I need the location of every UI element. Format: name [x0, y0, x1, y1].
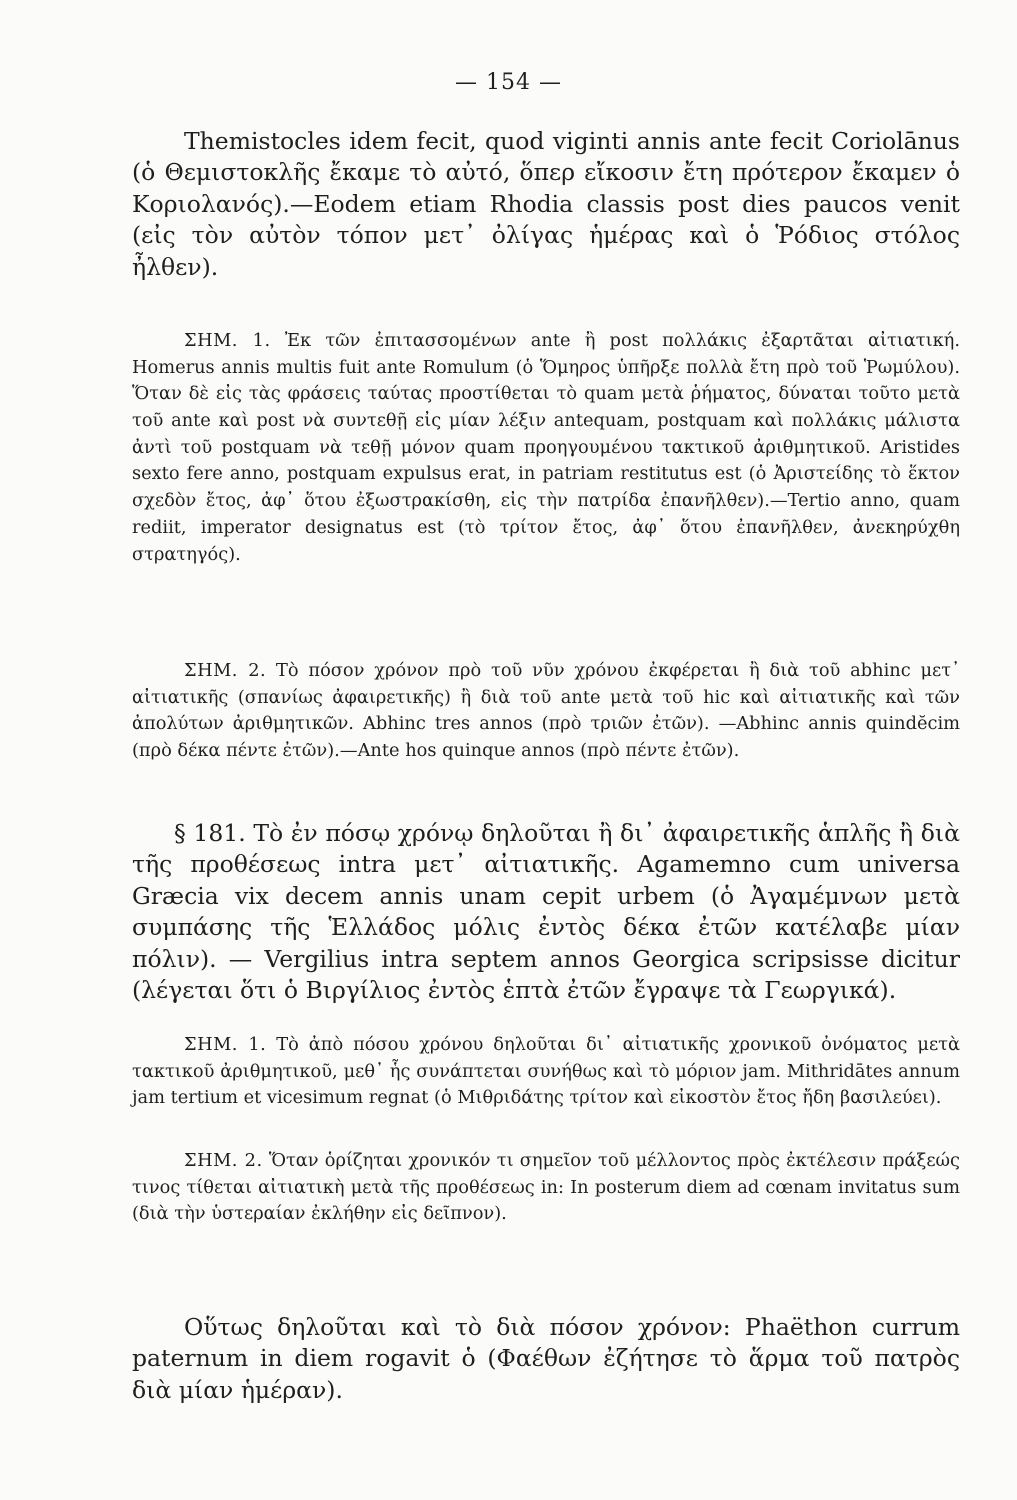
page-number: — 154 — [455, 70, 562, 95]
note-text: Τὸ ἀπὸ πόσου χρόνου δηλοῦται δι᾽ αἰτιατικῆς χρονικοῦ ὀνόματος μετὰ τακτικοῦ ἀριθμητικοῦ, μεθ᾽ ἧς συνάπτεται συνήθως καὶ τὸ μόριον jam. Mithridātes annum jam tertium et vicesimum regnat (ὁ Μιθριδάτης τρίτον καὶ εἰκοστὸν ἔτος ἤδη βασιλεύει). [132, 1034, 961, 1109]
note-label: ΣΗΜ. 2. [184, 1150, 263, 1171]
note-label: ΣΗΜ. 1. [184, 1034, 267, 1055]
paragraph-themistocles: Themistocles idem fecit, quod viginti annis ante fecit Coriolānus (ὁ Θεμιστοκλῆς ἔκαμε τὸ αὐτό, ὅπερ εἴκοσιν ἔτη πρότερον ἔκαμεν ὁ Κοριολανός).—Eodem etiam Rhodia classis post dies paucos venit (εἰς τὸν αὐτὸν τόπον μετ᾽ ὀλίγας ἡμέρας καὶ ὁ Ῥόδιος στόλος ἦλθεν). [132, 127, 960, 281]
note-2-abhinc [132, 658, 960, 765]
note-label: ΣΗΜ. 2. [184, 660, 267, 681]
section-label: § 181. [174, 819, 246, 847]
note-text: Ἐκ τῶν ἐπιτασσομένων ante ἢ post πολλάκις ἐξαρτᾶται αἰτιατική. Homerus annis multis fuit ante Romulum (ὁ Ὅμηρος ὑπῆρξε πολλὰ ἔτη πρὸ τοῦ Ῥωμύλου). Ὅταν δὲ εἰς τὰς φράσεις ταύτας προστίθεται τὸ quam μετὰ ῥήματος, δύναται τοῦτο μετὰ τοῦ ante καὶ post νὰ συντεθῇ εἰς μίαν λέξιν antequam, postquam καὶ πολλάκις μάλιστα ἀντὶ τοῦ postquam νὰ τεθῇ μόνον quam προηγουμένου τακτικοῦ ἀριθμητικοῦ. Aristides sexto fere anno, postquam expulsus erat, in patriam restitutus est (ὁ Ἀριστείδης τὸ ἕκτον σχεδὸν ἔτος, ἀφ᾽ ὅτου ἐξωστρακίσθη, εἰς τὴν πατρίδα ἐπανῆλθεν).—Tertio anno, quam rediit, imperator designatus est (τὸ τρίτον ἔτος, ἀφ᾽ ὅτου ἐπανῆλθεν, ἀνεκηρύχθη στρατηγός). [132, 330, 960, 565]
paragraph-phaethon: Οὕτως δηλοῦται καὶ τὸ διὰ πόσον χρόνον: Phaëthon currum paternum in diem rogavit ὁ (Φαέθων ἐζήτησε τὸ ἅρμα τοῦ πατρὸς διὰ μίαν ἡμέραν). [132, 1313, 960, 1404]
section-181 [132, 818, 960, 1007]
note-1-jam [132, 1032, 960, 1112]
section-text: Τὸ ἐν πόσῳ χρόνῳ δηλοῦται ἢ δι᾽ ἀφαιρετικῆς ἁπλῆς ἢ διὰ τῆς προθέσεως intra μετ᾽ αἰτιατικῆς. Agamemno cum universa Græcia vix decem annis unam cepit urbem (ὁ Ἀγαμέμνων μετὰ συμπάσης τῆς Ἑλλάδος μόλις ἐντὸς δέκα ἐτῶν κατέλαβε μίαν πόλιν). — Vergilius intra septem annos Georgica scripsisse dicitur (λέγεται ὅτι ὁ Βιργίλιος ἐντὸς ἑπτὰ ἐτῶν ἔγραψε τὰ Γεωργικά). [132, 819, 960, 1005]
note-text: Τὸ πόσον χρόνον πρὸ τοῦ νῦν χρόνου ἐκφέρεται ἢ διὰ τοῦ abhinc μετ᾽ αἰτιατικῆς (σπανίως ἀφαιρετικῆς) ἢ διὰ τοῦ ante μετὰ τοῦ hic καὶ αἰτιατικῆς καὶ τῶν ἀπολύτων ἀριθμητικῶν. Abhinc tres annos (πρὸ τριῶν ἐτῶν). —Abhinc annis quindĕcim (πρὸ δέκα πέντε ἐτῶν).—Ante hos quinque annos (πρὸ πέντε ἐτῶν). [132, 660, 960, 762]
note-label: ΣΗΜ. 1. [184, 330, 271, 351]
note-text: Ὅταν ὁρίζηται χρονικόν τι σημεῖον τοῦ μέλλοντος πρὸς ἐκτέλεσιν πράξεώς τινος τίθεται αἰτιατικὴ μετὰ τῆς προθέσεως in: In posterum diem ad cœnam invitatus sum (διὰ τὴν ὑστεραίαν ἐκλήθην εἰς δεῖπνον). [132, 1150, 960, 1225]
note-2-in-posterum [132, 1148, 960, 1228]
note-1-ante-post [132, 328, 960, 568]
